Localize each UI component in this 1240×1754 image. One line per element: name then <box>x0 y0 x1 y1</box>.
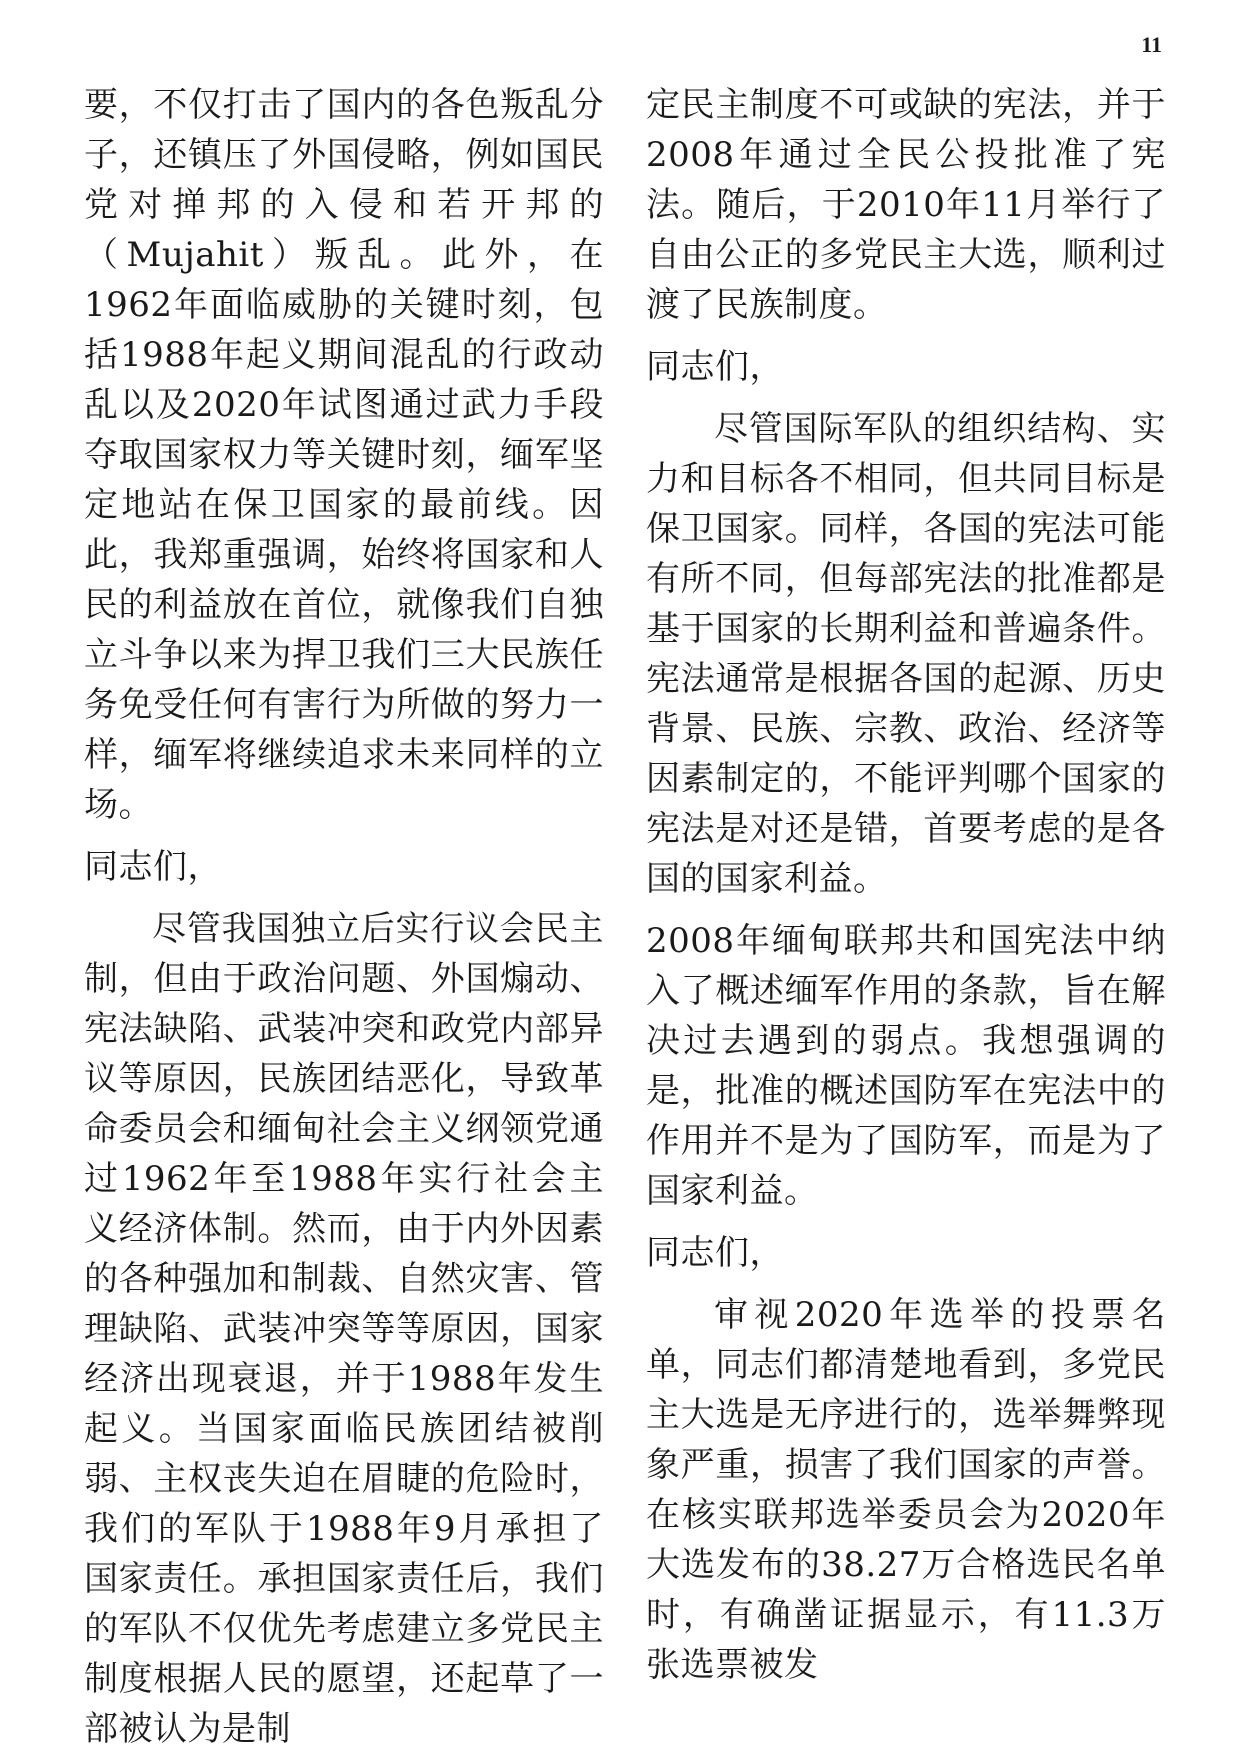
page-number: 11 <box>1141 32 1162 57</box>
right-column <box>646 80 1166 1690</box>
right-paragraph-1: 定民主制度不可或缺的宪法，并于2008年通过全民公投批准了宪法。随后，于2010年11月举行了自由公正的多党民主大选，顺利过渡了民族制度。 <box>646 85 1166 325</box>
left-paragraph-1: 要，不仅打击了国内的各色叛乱分子，还镇压了外国侵略，例如国民党对掸邦的入侵和若开邦的（Mujahit）叛乱。此外，在1962年面临威胁的关键时刻，包括1988年起义期间混乱的行政动乱以及2020年试图通过武力手段夺取国家权力等关键时刻，缅军坚定地站在保卫国家的最前线。因此，我郑重强调，始终将国家和人民的利益放在首位，就像我们自独立斗争以来为捍卫我们三大民族任务免受任何有害行为所做的努力一样，缅军将继续追求未来同样的立场。 <box>84 85 604 825</box>
right-paragraph-3: 2008年缅甸联邦共和国宪法中纳入了概述缅军作用的条款，旨在解决过去遇到的弱点。我想强调的是，批准的概述国防军在宪法中的作用并不是为了国防军，而是为了国家利益。 <box>646 921 1166 1211</box>
left-salutation: 同志们， <box>84 847 222 887</box>
left-paragraph-2: 尽管我国独立后实行议会民主制，但由于政治问题、外国煽动、宪法缺陷、武装冲突和政党内部异议等原因，民族团结恶化，导致革命委员会和缅甸社会主义纲领党通过1962年至1988年实行社会主义经济体制。然而，由于内外因素的各种强加和制裁、自然灾害、管理缺陷、武装冲突等等原因，国家经济出现衰退，并于1988年发生起义。当国家面临民族团结被削弱、主权丧失迫在眉睫的危险时，我们的军队于1988年9月承担了国家责任。承担国家责任后，我们的军队不仅优先考虑建立多党民主制度根据人民的愿望，还起草了一部被认为是制 <box>84 909 604 1749</box>
right-salutation-1: 同志们， <box>646 347 784 387</box>
right-paragraph-2: 尽管国际军队的组织结构、实力和目标各不相同，但共同目标是保卫国家。同样，各国的宪法可能有所不同，但每部宪法的批准都是基于国家的长期利益和普遍条件。宪法通常是根据各国的起源、历史背景、民族、宗教、政治、经济等因素制定的，不能评判哪个国家的宪法是对还是错，首要考虑的是各国的国家利益。 <box>646 409 1166 899</box>
right-salutation-2: 同志们， <box>646 1233 784 1273</box>
left-column <box>84 80 604 1754</box>
right-paragraph-4: 审视2020年选举的投票名单，同志们都清楚地看到，多党民主大选是无序进行的，选举舞弊现象严重，损害了我们国家的声誉。在核实联邦选举委员会为2020年大选发布的38.27万合格选民名单时，有确凿证据显示，有11.3万张选票被发 <box>646 1295 1166 1685</box>
